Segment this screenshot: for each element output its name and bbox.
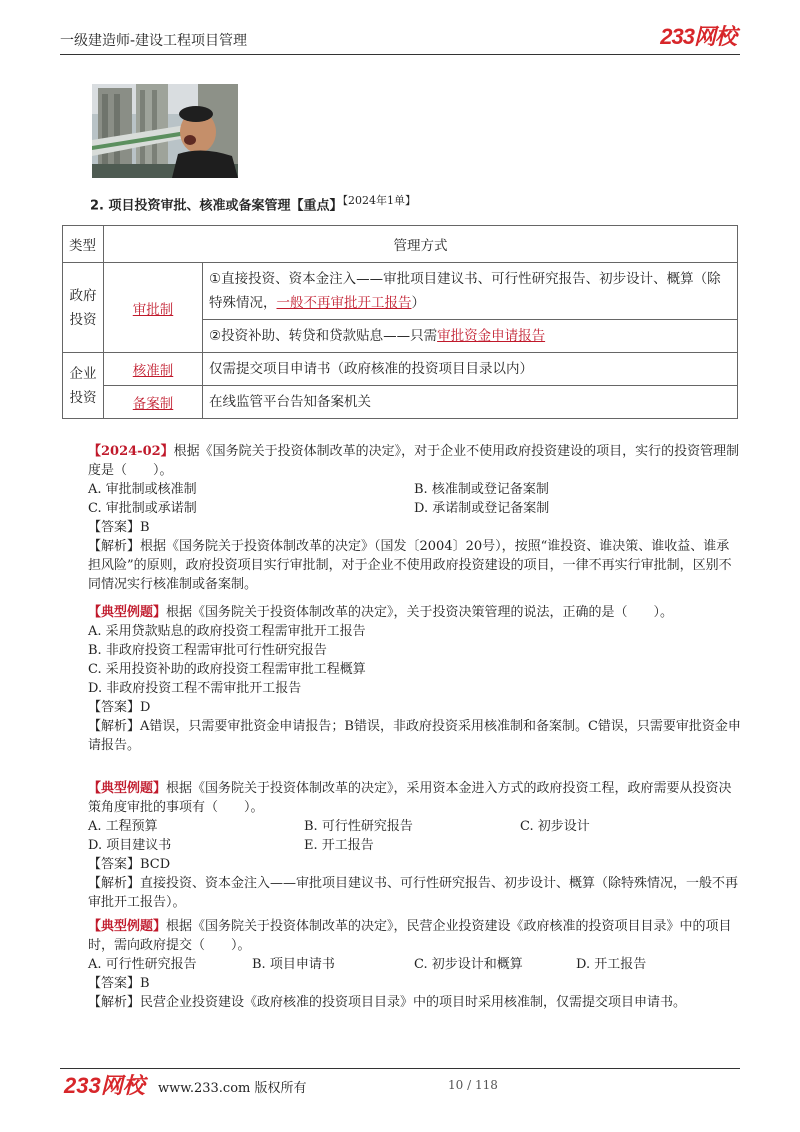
q1-answer: 【答案】B: [88, 520, 150, 535]
question-2: [62, 603, 742, 755]
footer-logo: 233网校: [64, 1073, 145, 1098]
gov-method-1: [203, 263, 738, 320]
q4-option-b: B. 项目申请书: [252, 957, 335, 972]
question-1-label: 【2024-02】: [88, 444, 174, 459]
question-4-stem: 根据《国务院关于投资体制改革的决定》，民营企业投资建设《政府核准的投资项目目录》中的项目时，需向政府提交（ ）。: [88, 919, 732, 953]
q4-answer: 【答案】B: [88, 976, 150, 991]
question-3: [62, 779, 742, 912]
question-2-stem: 根据《国务院关于投资体制改革的决定》，关于投资决策管理的说法，正确的是（ ）。: [166, 605, 674, 620]
gov-method-1-highlight: 一般不再审批开工报告: [276, 295, 412, 311]
q3-option-b: B. 可行性研究报告: [304, 819, 413, 834]
question-3-stem: 根据《国务院关于投资体制改革的决定》，采用资本金进入方式的政府投资工程，政府需要从投资决策角度审批的事项有（ ）。: [88, 781, 732, 815]
gov-method-2: [203, 320, 738, 353]
q1-option-d: D. 承诺制或登记备案制: [414, 501, 550, 516]
section-heading: [90, 192, 416, 213]
gov-method-2-text: ②投资补助、转贷和贷款贴息——只需: [209, 328, 438, 344]
header-type: 类型: [63, 226, 104, 263]
gov-method-1-text: ①直接投资、资本金注入——审批项目建议书、可行性研究报告、初步设计、概算（除特殊情况，: [209, 271, 721, 311]
q3-analysis: 【解析】直接投资、资本金注入——审批项目建议书、可行性研究报告、初步设计、概算（除特殊情况，一般不再审批开工报告）。: [88, 876, 739, 910]
table-header-row: [63, 226, 738, 263]
header-method: 管理方式: [104, 226, 738, 263]
q1-option-a: A. 审批制或核准制: [88, 482, 197, 497]
q2-option-a: A. 采用贷款贴息的政府投资工程需审批开工报告: [88, 624, 366, 639]
filing-method: 在线监管平台告知备案机关: [203, 386, 738, 419]
exam-tag: 【2024年1单】: [342, 194, 417, 207]
verification-method: 仅需提交项目申请书（政府核准的投资项目目录以内）: [203, 353, 738, 386]
q3-option-a: A. 工程预算: [88, 819, 158, 834]
question-4-label: 【典型例题】: [88, 919, 167, 934]
gov-type-cell: 政府投资: [63, 263, 104, 353]
brand-logo: 233网校: [660, 24, 736, 49]
q3-option-e: E. 开工报告: [304, 838, 374, 853]
verification-system-label: 核准制: [132, 363, 174, 379]
q4-option-a: A. 可行性研究报告: [88, 957, 197, 972]
q4-analysis: 【解析】民营企业投资建设《政府核准的投资项目目录》中的项目时采用核准制，仅需提交项目申请书。: [88, 995, 687, 1010]
gov-method-1-end: ）: [411, 295, 425, 311]
meme-photo: [92, 84, 238, 178]
table-row: [63, 353, 738, 386]
question-1: [62, 442, 742, 594]
section-title-text: 2. 项目投资审批、核准或备案管理【重点】: [90, 198, 343, 214]
q1-option-b: B. 核准制或登记备案制: [414, 482, 549, 497]
gov-method-2-highlight: 审批资金申请报告: [437, 328, 546, 344]
footer-site: www.233.com 版权所有: [158, 1081, 307, 1096]
question-3-label: 【典型例题】: [88, 781, 167, 796]
page-header: [60, 22, 740, 55]
filing-system-label: 备案制: [132, 396, 174, 412]
q2-option-c: C. 采用投资补助的政府投资工程需审批工程概算: [88, 662, 366, 677]
q2-option-b: B. 非政府投资工程需审批可行性研究报告: [88, 643, 327, 658]
q2-answer: 【答案】D: [88, 700, 151, 715]
document-title: 一级建造师-建设工程项目管理: [60, 33, 248, 49]
table-row: [63, 386, 738, 419]
approval-system-cell: [104, 263, 203, 353]
question-1-stem: 根据《国务院关于投资体制改革的决定》，对于企业不使用政府投资建设的项目，实行的投资管理制度是（ ）。: [88, 444, 740, 478]
q4-option-c: C. 初步设计和概算: [414, 957, 523, 972]
approval-management-table: [62, 225, 738, 419]
q1-option-c: C. 审批制或承诺制: [88, 501, 197, 516]
verification-system-cell: [104, 353, 203, 386]
q2-option-d: D. 非政府投资工程不需审批开工报告: [88, 681, 302, 696]
table-row: [63, 263, 738, 320]
q3-option-d: D. 项目建议书: [88, 838, 172, 853]
page-footer: [60, 1068, 740, 1099]
page-number: 10 / 118: [448, 1078, 498, 1092]
question-4: [62, 917, 742, 1012]
question-2-label: 【典型例题】: [88, 605, 167, 620]
q3-answer: 【答案】BCD: [88, 857, 171, 872]
q3-option-c: C. 初步设计: [520, 819, 590, 834]
q2-analysis: 【解析】A错误，只需要审批资金申请报告；B错误，非政府投资采用核准制和备案制。C错误，只需要审批资金申请报告。: [88, 719, 741, 753]
q4-option-d: D. 开工报告: [576, 957, 647, 972]
approval-system-label: 审批制: [132, 301, 174, 318]
ent-type-cell: 企业投资: [63, 353, 104, 419]
filing-system-cell: [104, 386, 203, 419]
photo-image: [92, 84, 238, 178]
q1-analysis: 【解析】根据《国务院关于投资体制改革的决定》（国发〔2004〕20号），按照“谁投资、谁决策、谁收益、谁承担风险”的原则，政府投资项目实行审批制，对于企业不使用政府投资建设的项目，一律不再实行审批制，区别不同情况实行核准制或备案制。: [88, 539, 732, 592]
